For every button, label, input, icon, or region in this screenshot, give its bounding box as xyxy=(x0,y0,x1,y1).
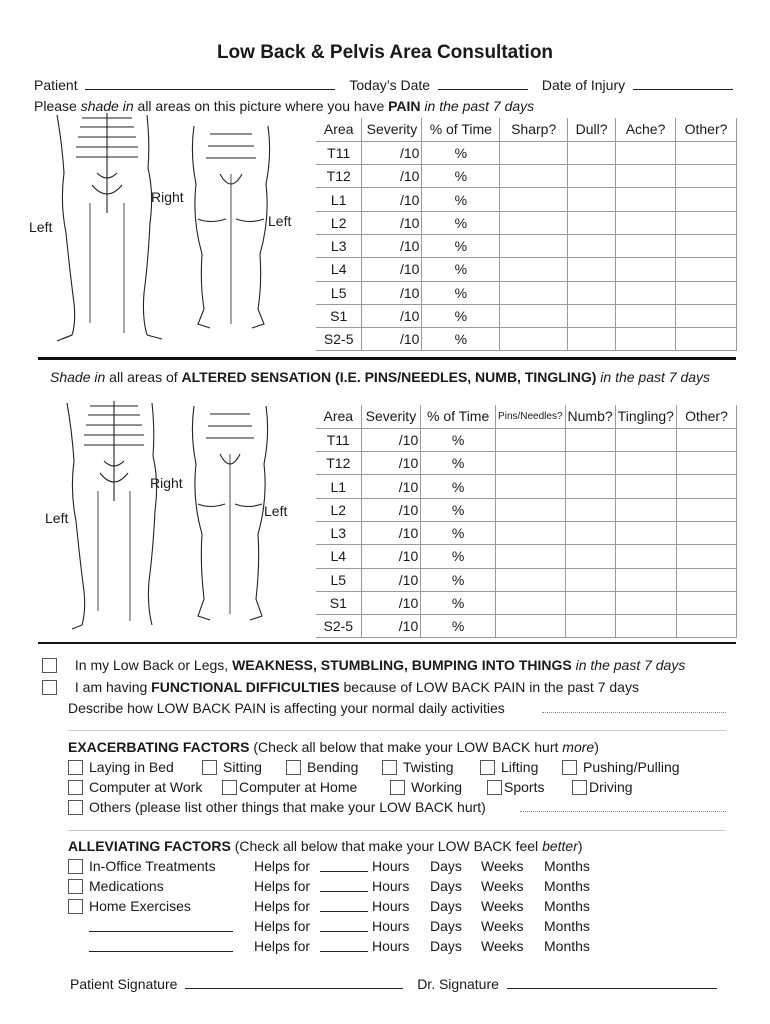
area-cell: T12 xyxy=(316,165,362,188)
exacerbating-checkbox[interactable] xyxy=(382,760,397,775)
months-option[interactable]: Months xyxy=(544,938,590,954)
percent-cell[interactable]: % xyxy=(421,568,496,591)
checkbox-cell[interactable] xyxy=(565,568,615,591)
table-row xyxy=(316,328,737,351)
checkbox-cell[interactable] xyxy=(676,498,736,521)
severity-cell[interactable]: /10 xyxy=(361,475,421,498)
section-divider-2 xyxy=(38,642,736,644)
body-diagram-front-pain[interactable] xyxy=(190,124,272,332)
alleviating-other-field[interactable] xyxy=(89,920,233,932)
percent-cell[interactable]: % xyxy=(422,165,500,188)
checkbox-cell[interactable] xyxy=(565,498,615,521)
checkbox-cell[interactable] xyxy=(568,211,616,234)
functional-checkbox[interactable] xyxy=(42,680,57,695)
duration-field[interactable] xyxy=(320,860,368,872)
body-diagram-back-pain[interactable] xyxy=(52,113,167,343)
severity-cell[interactable]: /10 xyxy=(361,498,421,521)
pain-table xyxy=(316,118,737,351)
helps-for-label: Helps for xyxy=(254,858,311,874)
checkbox-cell[interactable] xyxy=(500,281,568,304)
table-row xyxy=(316,545,737,568)
signature-row xyxy=(70,976,717,992)
alleviating-checkbox[interactable] xyxy=(68,859,83,874)
days-option[interactable]: Days xyxy=(430,918,462,934)
area-cell: L2 xyxy=(316,498,361,521)
column-header: Dull? xyxy=(568,118,616,141)
table-row xyxy=(316,281,737,304)
severity-cell[interactable]: /10 xyxy=(361,521,421,544)
area-cell: S1 xyxy=(316,304,362,327)
percent-cell[interactable]: % xyxy=(421,591,496,614)
days-option[interactable]: Days xyxy=(430,938,462,954)
column-header: % of Time xyxy=(422,118,500,141)
checkbox-cell[interactable] xyxy=(616,304,676,327)
checkbox-cell[interactable] xyxy=(500,188,568,211)
checkbox-cell[interactable] xyxy=(500,328,568,351)
hours-option[interactable]: Hours xyxy=(372,918,410,934)
checkbox-cell[interactable] xyxy=(615,568,676,591)
checkbox-cell[interactable] xyxy=(568,165,616,188)
checkbox-cell[interactable] xyxy=(616,328,676,351)
duration-field[interactable] xyxy=(320,900,368,912)
severity-cell[interactable]: /10 xyxy=(362,281,422,304)
severity-cell[interactable]: /10 xyxy=(361,428,421,451)
pain-left-label-front: Left xyxy=(268,213,292,229)
checkbox-cell[interactable] xyxy=(496,568,565,591)
exacerbating-checkbox[interactable] xyxy=(572,780,587,795)
exacerbating-others-checkbox[interactable] xyxy=(68,800,83,815)
weeks-option[interactable]: Weeks xyxy=(481,878,524,894)
checkbox-cell[interactable] xyxy=(615,452,676,475)
table-row xyxy=(316,304,737,327)
months-option[interactable]: Months xyxy=(544,878,590,894)
checkbox-cell[interactable] xyxy=(496,475,565,498)
weeks-option[interactable]: Weeks xyxy=(481,898,524,914)
exacerbating-heading: EXACERBATING FACTORS (Check all below that make your LOW BACK hurt more) xyxy=(68,739,599,755)
checkbox-cell[interactable] xyxy=(568,258,616,281)
weakness-row: In my Low Back or Legs, WEAKNESS, STUMBLING, BUMPING INTO THINGS in the past 7 days xyxy=(42,657,685,673)
table-row xyxy=(316,615,737,638)
functional-row: I am having FUNCTIONAL DIFFICULTIES because of LOW BACK PAIN in the past 7 days xyxy=(42,679,639,695)
checkbox-cell[interactable] xyxy=(568,141,616,164)
percent-cell[interactable]: % xyxy=(422,211,500,234)
patient-signature-field[interactable] xyxy=(185,977,403,989)
percent-cell[interactable]: % xyxy=(421,452,496,475)
area-cell: T11 xyxy=(316,428,361,451)
sensation-instruction: Shade in all areas of ALTERED SENSATION (I.E. PINS/NEEDLES, NUMB, TINGLING) in the past 7 days xyxy=(50,369,711,385)
column-header: Area xyxy=(316,118,362,141)
area-cell: L3 xyxy=(316,521,361,544)
describe-label: Describe how LOW BACK PAIN is affecting your normal daily activities xyxy=(68,700,505,716)
date-of-injury-field[interactable] xyxy=(633,78,733,90)
checkbox-cell[interactable] xyxy=(568,304,616,327)
checkbox-cell[interactable] xyxy=(615,591,676,614)
checkbox-cell[interactable] xyxy=(676,211,737,234)
checkbox-cell[interactable] xyxy=(568,281,616,304)
checkbox-cell[interactable] xyxy=(676,258,737,281)
exacerbating-item: Pushing/Pulling xyxy=(562,759,680,775)
checkbox-cell[interactable] xyxy=(500,211,568,234)
exacerbating-item: Working xyxy=(390,779,462,795)
checkbox-cell[interactable] xyxy=(676,141,737,164)
table-row xyxy=(316,498,737,521)
checkbox-cell[interactable] xyxy=(676,234,737,257)
doctor-signature-field[interactable] xyxy=(507,977,717,989)
area-cell: L5 xyxy=(316,281,362,304)
weeks-option[interactable]: Weeks xyxy=(481,938,524,954)
percent-cell[interactable]: % xyxy=(422,258,500,281)
severity-cell[interactable]: /10 xyxy=(362,211,422,234)
severity-cell[interactable]: /10 xyxy=(362,141,422,164)
exacerbating-checkbox[interactable] xyxy=(480,760,495,775)
pain-instruction: Please shade in all areas on this picture where you have PAIN in the past 7 days xyxy=(34,98,535,114)
percent-cell[interactable]: % xyxy=(422,304,500,327)
column-header: Tingling? xyxy=(615,405,676,428)
sensation-right-label: Right xyxy=(150,475,183,491)
months-option[interactable]: Months xyxy=(544,918,590,934)
area-cell: L4 xyxy=(316,258,362,281)
table-row xyxy=(316,452,737,475)
column-header: Other? xyxy=(676,405,736,428)
describe-field[interactable] xyxy=(542,712,726,713)
percent-cell[interactable]: % xyxy=(422,234,500,257)
checkbox-cell[interactable] xyxy=(568,188,616,211)
checkbox-cell[interactable] xyxy=(676,615,736,638)
percent-cell[interactable]: % xyxy=(421,475,496,498)
checkbox-cell[interactable] xyxy=(615,498,676,521)
days-option[interactable]: Days xyxy=(430,878,462,894)
percent-cell[interactable]: % xyxy=(421,615,496,638)
table-row xyxy=(316,591,737,614)
table-row xyxy=(316,428,737,451)
checkbox-cell[interactable] xyxy=(496,545,565,568)
column-header: Area xyxy=(316,405,361,428)
checkbox-cell[interactable] xyxy=(676,188,737,211)
exacerbating-item: Sports xyxy=(487,779,544,795)
checkbox-cell[interactable] xyxy=(500,234,568,257)
area-cell: S1 xyxy=(316,591,361,614)
checkbox-cell[interactable] xyxy=(568,328,616,351)
weeks-option[interactable]: Weeks xyxy=(481,858,524,874)
hours-option[interactable]: Hours xyxy=(372,938,410,954)
percent-cell[interactable]: % xyxy=(421,521,496,544)
table-row xyxy=(316,211,737,234)
alleviating-other-field[interactable] xyxy=(89,940,233,952)
checkbox-cell[interactable] xyxy=(500,165,568,188)
alleviating-item: Medications xyxy=(68,878,164,894)
area-cell: L5 xyxy=(316,568,361,591)
body-diagram-back-sensation[interactable] xyxy=(62,401,167,633)
column-header: % of Time xyxy=(421,405,496,428)
exacerbating-item: Driving xyxy=(572,779,633,795)
checkbox-cell[interactable] xyxy=(616,258,676,281)
area-cell: L1 xyxy=(316,188,362,211)
severity-cell[interactable]: /10 xyxy=(362,234,422,257)
checkbox-cell[interactable] xyxy=(676,521,736,544)
exacerbating-item: Sitting xyxy=(202,759,262,775)
alleviating-item: Home Exercises xyxy=(68,898,191,914)
severity-cell[interactable]: /10 xyxy=(361,545,421,568)
table-row xyxy=(316,188,737,211)
months-option[interactable]: Months xyxy=(544,858,590,874)
area-cell: L3 xyxy=(316,234,362,257)
severity-cell[interactable]: /10 xyxy=(362,328,422,351)
exacerbating-others: Others (please list other things that make your LOW BACK hurt) xyxy=(68,799,486,815)
date-of-injury-label: Date of Injury xyxy=(541,77,626,93)
percent-cell[interactable]: % xyxy=(421,498,496,521)
alleviating-checkbox[interactable] xyxy=(68,899,83,914)
checkbox-cell[interactable] xyxy=(615,545,676,568)
percent-cell[interactable]: % xyxy=(422,281,500,304)
exacerbating-checkbox[interactable] xyxy=(286,760,301,775)
exacerbating-checkbox[interactable] xyxy=(68,760,83,775)
area-cell: L1 xyxy=(316,475,361,498)
sensation-table xyxy=(316,405,737,638)
checkbox-cell[interactable] xyxy=(496,498,565,521)
hours-option[interactable]: Hours xyxy=(372,878,410,894)
exacerbating-checkbox[interactable] xyxy=(68,780,83,795)
exacerbating-item: Computer at Home xyxy=(222,779,357,795)
exacerbating-checkbox[interactable] xyxy=(202,760,217,775)
area-cell: L4 xyxy=(316,545,361,568)
patient-signature-label: Patient Signature xyxy=(70,976,178,992)
checkbox-cell[interactable] xyxy=(565,545,615,568)
checkbox-cell[interactable] xyxy=(676,591,736,614)
column-header: Ache? xyxy=(616,118,676,141)
exacerbating-item: Bending xyxy=(286,759,358,775)
days-option[interactable]: Days xyxy=(430,898,462,914)
checkbox-cell[interactable] xyxy=(676,165,737,188)
checkbox-cell[interactable] xyxy=(496,521,565,544)
checkbox-cell[interactable] xyxy=(616,281,676,304)
checkbox-cell[interactable] xyxy=(676,475,736,498)
duration-field[interactable] xyxy=(320,940,368,952)
hours-option[interactable]: Hours xyxy=(372,898,410,914)
checkbox-cell[interactable] xyxy=(500,141,568,164)
table-row xyxy=(316,521,737,544)
todays-date-field[interactable] xyxy=(438,78,528,90)
exacerbating-checkbox[interactable] xyxy=(390,780,405,795)
checkbox-cell[interactable] xyxy=(616,165,676,188)
pain-right-label: Right xyxy=(151,189,184,205)
checkbox-cell[interactable] xyxy=(496,428,565,451)
helps-for-label: Helps for xyxy=(254,878,311,894)
duration-field[interactable] xyxy=(320,920,368,932)
separator-line xyxy=(68,730,726,731)
severity-cell[interactable]: /10 xyxy=(362,188,422,211)
area-cell: T12 xyxy=(316,452,361,475)
alleviating-item: In-Office Treatments xyxy=(68,858,216,874)
checkbox-cell[interactable] xyxy=(615,428,676,451)
body-diagram-front-sensation[interactable] xyxy=(190,404,270,626)
checkbox-cell[interactable] xyxy=(496,615,565,638)
area-cell: S2-5 xyxy=(316,615,361,638)
checkbox-cell[interactable] xyxy=(565,591,615,614)
table-row xyxy=(316,234,737,257)
severity-cell[interactable]: /10 xyxy=(361,452,421,475)
area-cell: L2 xyxy=(316,211,362,234)
exacerbating-checkbox[interactable] xyxy=(222,780,237,795)
weeks-option[interactable]: Weeks xyxy=(481,918,524,934)
section-divider xyxy=(38,357,736,360)
area-cell: S2-5 xyxy=(316,328,362,351)
column-header: Other? xyxy=(676,118,737,141)
severity-cell[interactable]: /10 xyxy=(361,615,421,638)
exacerbating-item: Laying in Bed xyxy=(68,759,174,775)
alleviating-checkbox[interactable] xyxy=(68,879,83,894)
separator-line xyxy=(68,830,726,831)
checkbox-cell[interactable] xyxy=(676,304,737,327)
column-header: Pins/Needles? xyxy=(496,405,565,428)
percent-cell[interactable]: % xyxy=(421,428,496,451)
days-option[interactable]: Days xyxy=(430,858,462,874)
severity-cell[interactable]: /10 xyxy=(362,165,422,188)
hours-option[interactable]: Hours xyxy=(372,858,410,874)
months-option[interactable]: Months xyxy=(544,898,590,914)
percent-cell[interactable]: % xyxy=(421,545,496,568)
column-header: Sharp? xyxy=(500,118,568,141)
table-row xyxy=(316,568,737,591)
checkbox-cell[interactable] xyxy=(565,475,615,498)
column-header: Numb? xyxy=(565,405,615,428)
checkbox-cell[interactable] xyxy=(565,521,615,544)
checkbox-cell[interactable] xyxy=(676,428,736,451)
exacerbating-item: Twisting xyxy=(382,759,454,775)
patient-label: Patient xyxy=(34,77,78,93)
duration-field[interactable] xyxy=(320,880,368,892)
exacerbating-checkbox[interactable] xyxy=(562,760,577,775)
checkbox-cell[interactable] xyxy=(676,328,737,351)
table-row xyxy=(316,258,737,281)
alleviating-heading: ALLEVIATING FACTORS (Check all below that make your LOW BACK feel better) xyxy=(68,838,583,854)
table-row xyxy=(316,475,737,498)
exacerbating-item: Computer at Work xyxy=(68,779,202,795)
helps-for-label: Helps for xyxy=(254,898,311,914)
patient-name-field[interactable] xyxy=(85,78,335,90)
todays-date-label: Today’s Date xyxy=(349,77,431,93)
checkbox-cell[interactable] xyxy=(568,234,616,257)
checkbox-cell[interactable] xyxy=(616,211,676,234)
severity-cell[interactable]: /10 xyxy=(362,304,422,327)
severity-cell[interactable]: /10 xyxy=(361,591,421,614)
checkbox-cell[interactable] xyxy=(565,452,615,475)
helps-for-label: Helps for xyxy=(254,918,311,934)
sensation-left-label-back: Left xyxy=(45,510,69,526)
percent-cell[interactable]: % xyxy=(422,141,500,164)
table-row xyxy=(316,141,737,164)
form-title: Low Back & Pelvis Area Consultation xyxy=(216,42,554,63)
checkbox-cell[interactable] xyxy=(615,615,676,638)
column-header: Severity xyxy=(362,118,422,141)
patient-info-line xyxy=(34,77,733,93)
helps-for-label: Helps for xyxy=(254,938,311,954)
pain-left-label-back: Left xyxy=(29,219,53,235)
weakness-checkbox[interactable] xyxy=(42,658,57,673)
severity-cell[interactable]: /10 xyxy=(362,258,422,281)
area-cell: T11 xyxy=(316,141,362,164)
exacerbating-checkbox[interactable] xyxy=(487,780,502,795)
checkbox-cell[interactable] xyxy=(500,304,568,327)
percent-cell[interactable]: % xyxy=(422,188,500,211)
checkbox-cell[interactable] xyxy=(500,258,568,281)
table-row xyxy=(316,165,737,188)
checkbox-cell[interactable] xyxy=(565,428,615,451)
checkbox-cell[interactable] xyxy=(616,188,676,211)
checkbox-cell[interactable] xyxy=(676,568,736,591)
checkbox-cell[interactable] xyxy=(496,591,565,614)
doctor-signature-label: Dr. Signature xyxy=(417,976,499,992)
percent-cell[interactable]: % xyxy=(422,328,500,351)
sensation-left-label-front: Left xyxy=(264,503,288,519)
checkbox-cell[interactable] xyxy=(676,281,737,304)
exacerbating-others-field[interactable] xyxy=(520,811,726,812)
checkbox-cell[interactable] xyxy=(615,521,676,544)
checkbox-cell[interactable] xyxy=(616,234,676,257)
checkbox-cell[interactable] xyxy=(565,615,615,638)
severity-cell[interactable]: /10 xyxy=(361,568,421,591)
checkbox-cell[interactable] xyxy=(615,475,676,498)
column-header: Severity xyxy=(361,405,421,428)
exacerbating-item: Lifting xyxy=(480,759,538,775)
checkbox-cell[interactable] xyxy=(676,545,736,568)
checkbox-cell[interactable] xyxy=(676,452,736,475)
checkbox-cell[interactable] xyxy=(496,452,565,475)
checkbox-cell[interactable] xyxy=(616,141,676,164)
